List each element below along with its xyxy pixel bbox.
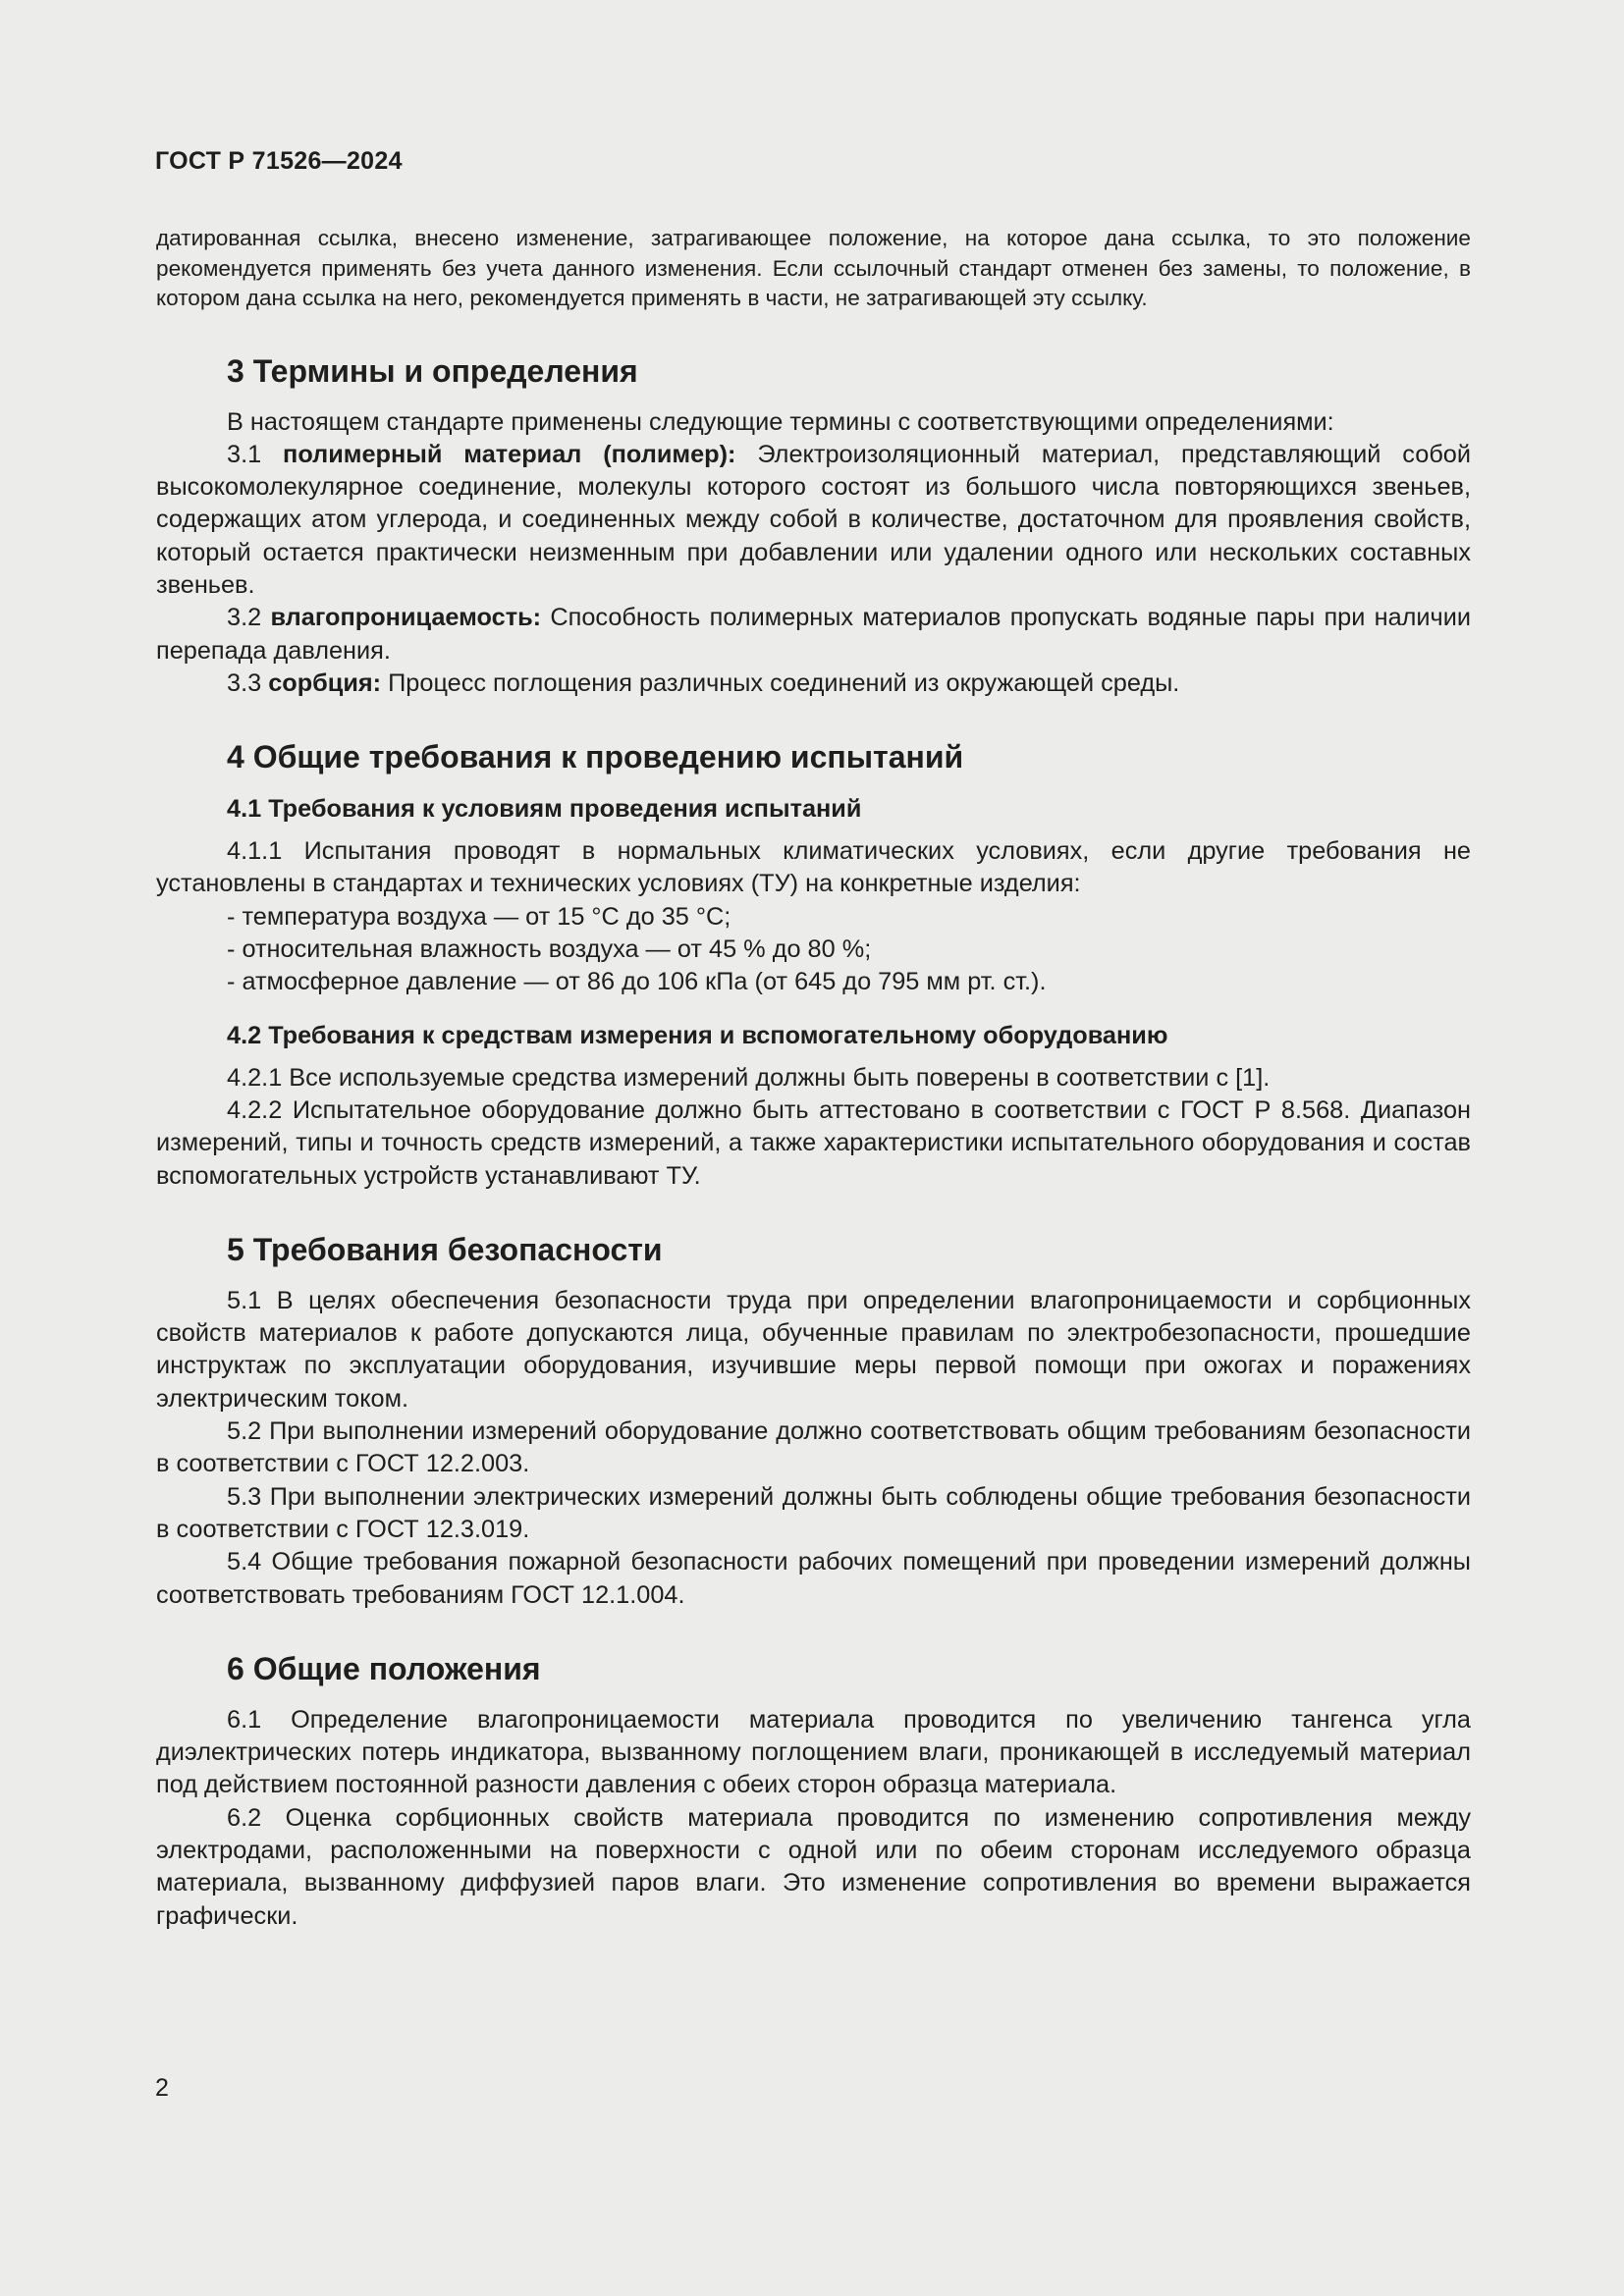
condition-item-temperature: - температура воздуха — от 15 °С до 35 °С; [227,902,731,931]
page-content [156,224,1471,1933]
term-3-3 [156,667,1471,700]
term-definition: Процесс поглощения различных соединений из окружающей среды. [381,668,1180,697]
paragraph-5-4: 5.4 Общие требования пожарной безопасности рабочих помещений при проведении измерений должны соответствовать требованиям ГОСТ 12.1.004. [156,1548,1471,1609]
term-number: 3.1 [227,440,284,468]
term-name: влагопроницаемость: [270,604,542,632]
term-name: полимерный материал (полимер): [283,440,736,468]
term-3-1 [156,439,1471,602]
condition-item-pressure: - атмосферное давление — от 86 до 106 кПа (от 645 до 795 мм рт. ст.). [227,968,1047,996]
condition-item-humidity: - относительная влажность воздуха — от 45 % до 80 %; [227,935,872,964]
paragraph-5-3: 5.3 При выполнении электрических измерений должны быть соблюдены общие требования безопасности в соответствии с ГОСТ 12.3.019. [156,1482,1471,1543]
term-name: сорбция: [268,668,382,697]
paragraph-4-2-1: 4.2.1 Все используемые средства измерений должны быть поверены в соответствии с [1]. [227,1063,1271,1092]
subsection-4-2-title: 4.2 Требования к средствам измерения и вспомогательному оборудованию [227,1021,1168,1049]
paragraph-5-2: 5.2 При выполнении измерений оборудование должно соответствовать общим требованиям безопасности в соответствии с ГОСТ 12.2.003. [156,1417,1471,1478]
paragraph-4-2-2: 4.2.2 Испытательное оборудование должно быть аттестовано в соответствии с ГОСТ Р 8.568. Диапазон измерений, типы и точность средств измерений, а также характеристики испытательного оборудования и состав вспомогательных устройств устанавливают ТУ. [156,1095,1471,1190]
subsection-4-1-title: 4.1 Требования к условиям проведения испытаний [227,795,862,824]
term-definition: Способность полимерных материалов пропускать водяные пары при наличии перепада давления. [156,604,1471,665]
paragraph-5-1: 5.1 В целях обеспечения безопасности труда при определении влагопроницаемости и сорбционных свойств материалов к работе допускаются лица, обученные правилам по электробезопасности, прошедшие инструктаж по эксплуатации оборудования, изучившие меры первой помощи при ожогах и поражениях электрическим током. [156,1286,1471,1413]
document-id-header: ГОСТ Р 71526—2024 [155,147,403,175]
section-4-title: 4 Общие требования к проведению испытаний [227,739,964,775]
section-3-lead: В настоящем стандарте применены следующие термины с соответствующими определениями: [227,407,1334,436]
section-5-title: 5 Требования безопасности [227,1231,663,1267]
paragraph-4-1-1: 4.1.1 Испытания проводят в нормальных климатических условиях, если другие требования не установлены в стандартах и технических условиях (ТУ) на конкретные изделия: [156,837,1471,898]
term-number: 3.3 [227,668,269,697]
section-6-title: 6 Общие положения [227,1650,541,1686]
paragraph-6-1: 6.1 Определение влагопроницаемости материала проводится по увеличению тангенса угла диэлектрических потерь индикатора, вызванному поглощением влаги, проникающей в исследуемый материал под действием постоянной разности давления с обеих сторон образца материала. [156,1705,1471,1799]
term-3-2 [156,602,1471,667]
page-number: 2 [155,2074,169,2102]
term-definition: Электроизоляционный материал, представляющий собой высокомолекулярное соединение, молекулы которого состоят из большого числа повторяющихся звеньев, содержащих атом углерода, и соединенных между собой в количестве, достаточном для проявления свойств, который остается практически неизменным при добавлении или удалении одного или нескольких составных звеньев. [156,440,1472,599]
section-3-title: 3 Термины и определения [227,352,638,389]
intro-paragraph: датированная ссылка, внесено изменение, затрагивающее положение, на которое дана ссылка, то это положение рекомендуется применять без учета данного изменения. Если ссылочный стандарт отменен без замены, то положение, в котором дана ссылка на него, рекомендуется применять в части, не затрагивающей эту ссылку. [156,226,1471,310]
term-number: 3.2 [227,604,271,632]
paragraph-6-2: 6.2 Оценка сорбционных свойств материала проводится по изменению сопротивления между электродами, расположенными на поверхности с одной или по обеим сторонам исследуемого образца материала, вызванному диффузией паров влаги. Это изменение сопротивления во времени выражается графически. [156,1803,1471,1930]
